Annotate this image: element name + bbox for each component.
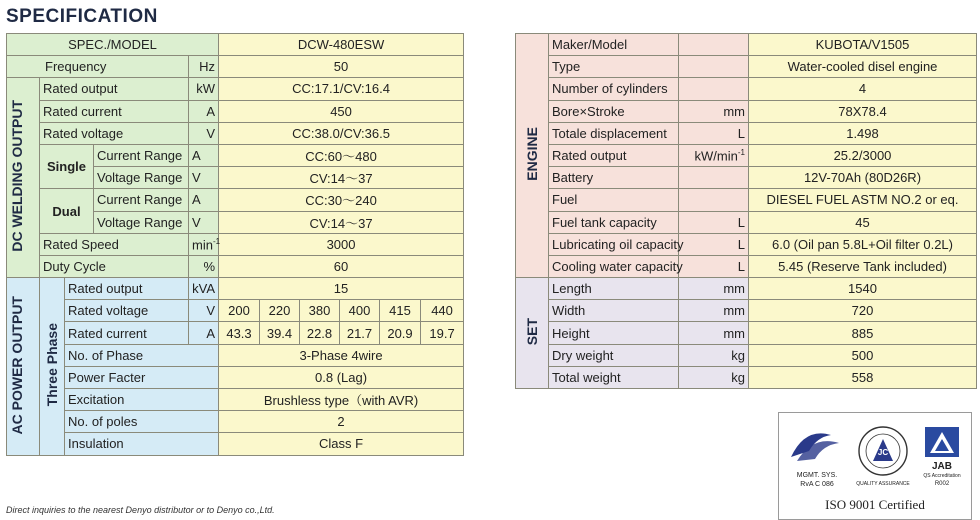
single-current-range-label: Current Range xyxy=(94,144,189,166)
engine-row-unit xyxy=(679,34,749,56)
jab-sub-text: QS Accreditation xyxy=(923,473,961,479)
set-row-unit-base: kg xyxy=(731,347,745,363)
power-factor-label: Power Facter xyxy=(65,366,219,388)
rated-current-value: 450 xyxy=(219,100,464,122)
table-row xyxy=(516,322,977,344)
ac-rated-current-unit: A xyxy=(189,322,219,344)
no-of-poles-value: 2 xyxy=(219,411,464,433)
jab-text: JAB xyxy=(931,461,953,472)
engine-row-unit xyxy=(679,100,749,122)
current-cell: 21.7 xyxy=(340,322,380,344)
table-row xyxy=(7,100,464,122)
dual-current-range-value: CC:30～240 xyxy=(219,189,464,211)
set-section xyxy=(516,278,549,389)
table-row xyxy=(516,300,977,322)
engine-row-label: Battery xyxy=(549,167,679,189)
engine-row-label: Lubricating oil capacity xyxy=(549,233,679,255)
duty-cycle-label: Duty Cycle xyxy=(40,255,189,277)
table-row xyxy=(516,211,977,233)
ac-rated-voltage-label: Rated voltage xyxy=(65,300,189,322)
ac-rated-output-unit: kVA xyxy=(189,278,219,300)
frequency-label: Frequency xyxy=(7,56,189,78)
dual-label: Dual xyxy=(40,189,94,233)
set-row-unit-base: kg xyxy=(731,369,745,385)
qa-seal-text: QUALITY ASSURANCE xyxy=(856,481,910,487)
single-current-range-unit: A xyxy=(189,144,219,166)
engine-row-value: 4 xyxy=(749,78,977,100)
table-row xyxy=(516,56,977,78)
engine-set-table xyxy=(515,33,977,389)
engine-row-unit-base: L xyxy=(737,258,745,274)
spec-model-label: SPEC./MODEL xyxy=(7,34,219,56)
rated-output-label: Rated output xyxy=(40,78,189,100)
engine-row-unit xyxy=(679,167,749,189)
single-voltage-range-label: Voltage Range xyxy=(94,167,189,189)
rated-current-label: Rated current xyxy=(40,100,189,122)
table-row xyxy=(7,278,464,300)
dual-current-range-label: Current Range xyxy=(94,189,189,211)
voltage-cell: 415 xyxy=(380,300,421,322)
engine-row-unit xyxy=(679,233,749,255)
table-row xyxy=(516,189,977,211)
table-row xyxy=(7,389,464,411)
engine-row-unit-base: kW/min xyxy=(694,148,738,164)
dual-voltage-range-value: CV:14～37 xyxy=(219,211,464,233)
table-row xyxy=(516,344,977,366)
frequency-value: 50 xyxy=(219,56,464,78)
table-row xyxy=(7,322,464,344)
set-row-unit-base: mm xyxy=(723,325,745,341)
rated-current-unit: A xyxy=(189,100,219,122)
table-row xyxy=(516,278,977,300)
engine-row-label: Rated output xyxy=(549,144,679,166)
table-row xyxy=(7,300,464,322)
engine-row-unit xyxy=(679,78,749,100)
ac-rated-output-value: 15 xyxy=(219,278,464,300)
ac-rated-voltage-unit: V xyxy=(189,300,219,322)
current-cell: 39.4 xyxy=(260,322,300,344)
svg-text:JC: JC xyxy=(877,448,889,457)
set-row-unit-base: mm xyxy=(723,281,745,297)
engine-row-value: 25.2/3000 xyxy=(749,144,977,166)
table-row xyxy=(516,233,977,255)
duty-cycle-unit: % xyxy=(189,255,219,277)
current-cell: 19.7 xyxy=(421,322,464,344)
set-row-value: 885 xyxy=(749,322,977,344)
excitation-label: Excitation xyxy=(65,389,219,411)
rated-speed-unit xyxy=(189,233,219,255)
engine-row-unit xyxy=(679,56,749,78)
ac-power-section-label: AC POWER OUTPUT xyxy=(9,295,25,435)
table-row xyxy=(7,122,464,144)
iso-certification-box xyxy=(778,412,972,520)
dual-voltage-range-label: Voltage Range xyxy=(94,211,189,233)
table-row xyxy=(7,34,464,56)
table-row xyxy=(7,189,464,211)
rated-speed-unit-base: min xyxy=(192,236,213,252)
table-row xyxy=(516,144,977,166)
set-row-unit xyxy=(679,366,749,388)
voltage-cell: 220 xyxy=(260,300,300,322)
voltage-cell: 200 xyxy=(219,300,260,322)
model-value: DCW-480ESW xyxy=(219,34,464,56)
engine-row-value: 6.0 (Oil pan 5.8L+Oil filter 0.2L) xyxy=(749,233,977,255)
duty-cycle-value: 60 xyxy=(219,255,464,277)
engine-row-unit-base: L xyxy=(737,214,745,230)
table-row xyxy=(7,255,464,277)
jab-logo-icon xyxy=(921,425,963,487)
set-row-value: 720 xyxy=(749,300,977,322)
three-phase-section-label: Three Phase xyxy=(43,323,60,407)
footer-note: Direct inquiries to the nearest Denyo distributor or to Denyo co.,Ltd. xyxy=(6,505,275,515)
engine-row-unit xyxy=(679,144,749,166)
engine-row-label: Type xyxy=(549,56,679,78)
set-row-value: 558 xyxy=(749,366,977,388)
engine-row-value: 1.498 xyxy=(749,122,977,144)
set-row-label: Width xyxy=(549,300,679,322)
engine-row-value: 5.45 (Reserve Tank included) xyxy=(749,255,977,277)
set-row-unit-base: mm xyxy=(723,303,745,319)
table-row xyxy=(516,100,977,122)
single-voltage-range-unit: V xyxy=(189,167,219,189)
rated-speed-value: 3000 xyxy=(219,233,464,255)
table-row xyxy=(7,344,464,366)
table-row xyxy=(7,433,464,455)
voltage-cell: 400 xyxy=(340,300,380,322)
set-row-unit xyxy=(679,278,749,300)
engine-row-value: DIESEL FUEL ASTM NO.2 or eq. xyxy=(749,189,977,211)
engine-row-unit xyxy=(679,189,749,211)
table-row xyxy=(516,122,977,144)
table-row xyxy=(7,233,464,255)
table-row xyxy=(516,34,977,56)
engine-row-label: Fuel xyxy=(549,189,679,211)
rated-voltage-unit: V xyxy=(189,122,219,144)
current-cell: 20.9 xyxy=(380,322,421,344)
engine-row-unit-base: L xyxy=(737,236,745,252)
set-row-label: Total weight xyxy=(549,366,679,388)
insulation-label: Insulation xyxy=(65,433,219,455)
engine-row-label: Number of cylinders xyxy=(549,78,679,100)
engine-section xyxy=(516,34,549,278)
table-row xyxy=(516,366,977,388)
dc-welding-section-label: DC WELDING OUTPUT xyxy=(9,100,25,253)
rated-speed-label: Rated Speed xyxy=(40,233,189,255)
no-of-phase-value: 3-Phase 4wire xyxy=(219,344,464,366)
voltage-cell: 440 xyxy=(421,300,464,322)
rated-output-unit: kW xyxy=(189,78,219,100)
engine-row-unit xyxy=(679,255,749,277)
no-of-phase-label: No. of Phase xyxy=(65,344,219,366)
rated-speed-unit-sup: -1 xyxy=(212,236,221,246)
quality-assurance-seal-icon xyxy=(855,423,911,489)
set-row-label: Height xyxy=(549,322,679,344)
engine-row-label: Bore×Stroke xyxy=(549,100,679,122)
rated-output-value: CC:17.1/CV:16.4 xyxy=(219,78,464,100)
no-of-poles-label: No. of poles xyxy=(65,411,219,433)
engine-row-value: Water-cooled disel engine xyxy=(749,56,977,78)
insulation-value: Class F xyxy=(219,433,464,455)
ac-power-section xyxy=(7,278,40,456)
engine-row-value: KUBOTA/V1505 xyxy=(749,34,977,56)
set-row-value: 1540 xyxy=(749,278,977,300)
ac-rated-current-label: Rated current xyxy=(65,322,189,344)
table-row xyxy=(7,366,464,388)
engine-row-value: 12V-70Ah (80D26R) xyxy=(749,167,977,189)
power-factor-value: 0.8 (Lag) xyxy=(219,366,464,388)
table-row xyxy=(516,167,977,189)
generator-spec-table xyxy=(6,33,464,456)
engine-row-label: Fuel tank capacity xyxy=(549,211,679,233)
engine-row-unit-base: mm xyxy=(723,103,745,119)
current-cell: 22.8 xyxy=(300,322,340,344)
current-cell: 43.3 xyxy=(219,322,260,344)
dc-welding-section xyxy=(7,78,40,278)
engine-row-value: 78X78.4 xyxy=(749,100,977,122)
engine-row-label: Maker/Model xyxy=(549,34,679,56)
set-row-label: Length xyxy=(549,278,679,300)
iso-certified-text: ISO 9001 Certified xyxy=(825,497,925,512)
rva-code-text: RvA C 086 xyxy=(800,481,834,488)
table-row xyxy=(7,78,464,100)
table-row xyxy=(7,411,464,433)
single-current-range-value: CC:60～480 xyxy=(219,144,464,166)
voltage-cell: 380 xyxy=(300,300,340,322)
engine-row-label: Cooling water capacity xyxy=(549,255,679,277)
frequency-unit: Hz xyxy=(189,56,219,78)
dual-voltage-range-unit: V xyxy=(189,211,219,233)
engine-row-unit-sup: -1 xyxy=(737,147,745,157)
table-row xyxy=(7,56,464,78)
engine-row-unit xyxy=(679,122,749,144)
excitation-value: Brushless type（with AVR) xyxy=(219,389,464,411)
set-row-label: Dry weight xyxy=(549,344,679,366)
three-phase-section xyxy=(40,278,65,456)
set-section-label: SET xyxy=(523,317,540,346)
ac-rated-output-label: Rated output xyxy=(65,278,189,300)
engine-row-unit xyxy=(679,211,749,233)
table-row xyxy=(516,78,977,100)
rated-voltage-value: CC:38.0/CV:36.5 xyxy=(219,122,464,144)
dual-current-range-unit: A xyxy=(189,189,219,211)
rva-mgmt-text: MGMT. SYS. xyxy=(796,472,838,479)
engine-row-value: 45 xyxy=(749,211,977,233)
table-row xyxy=(516,255,977,277)
single-voltage-range-value: CV:14～37 xyxy=(219,167,464,189)
engine-row-label: Totale displacement xyxy=(549,122,679,144)
page-title: SPECIFICATION xyxy=(6,6,158,27)
set-row-unit xyxy=(679,322,749,344)
rva-logo-icon xyxy=(787,421,847,491)
rated-voltage-label: Rated voltage xyxy=(40,122,189,144)
set-row-value: 500 xyxy=(749,344,977,366)
set-row-unit xyxy=(679,344,749,366)
table-row xyxy=(7,144,464,166)
engine-section-label: ENGINE xyxy=(523,127,540,181)
single-label: Single xyxy=(40,144,94,188)
set-row-unit xyxy=(679,300,749,322)
jab-code-text: R002 xyxy=(934,481,950,487)
engine-row-unit-base: L xyxy=(737,125,745,141)
